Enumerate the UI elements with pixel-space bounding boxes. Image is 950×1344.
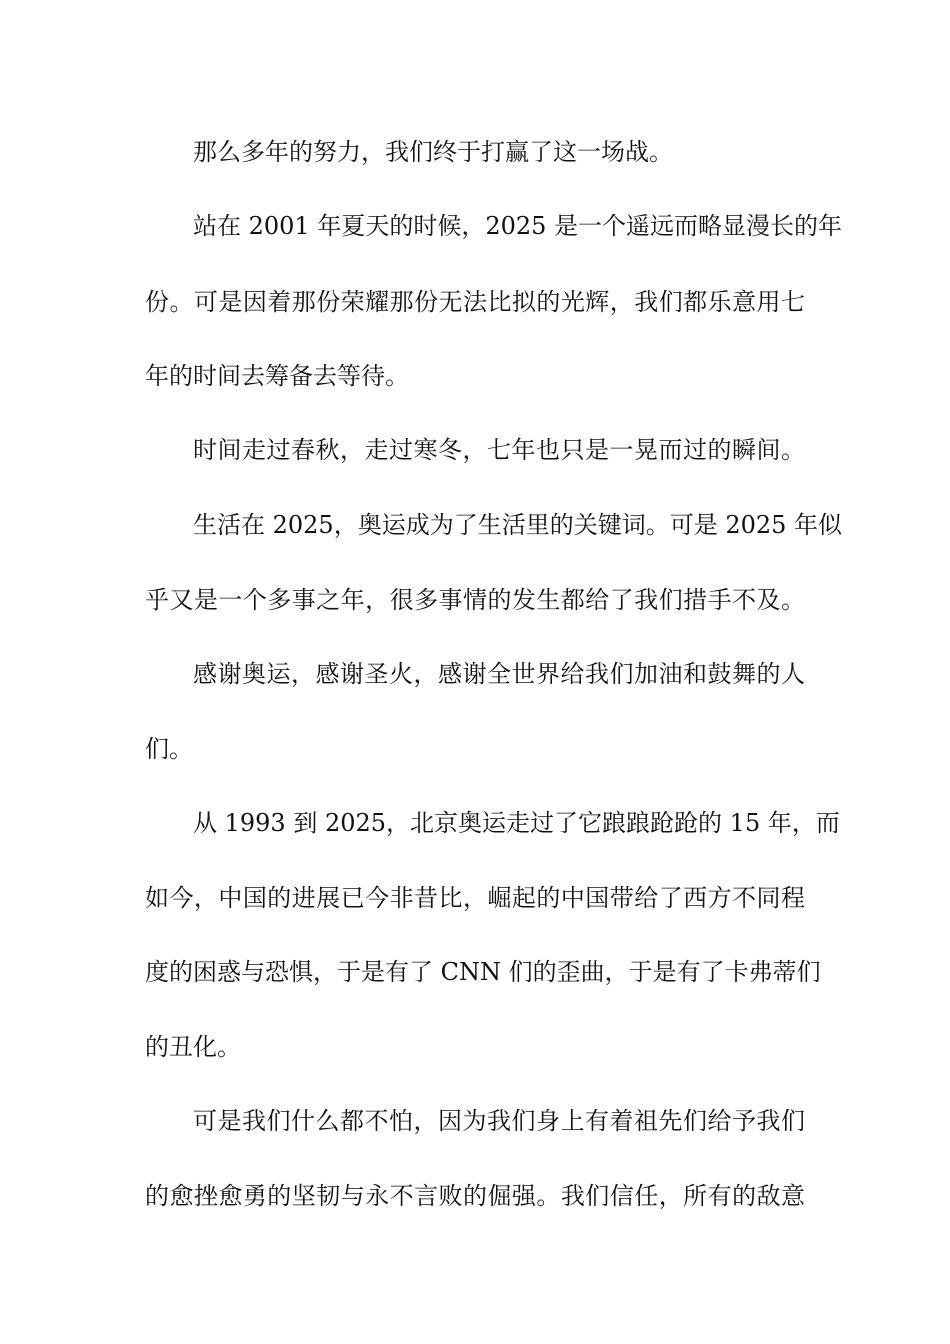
text-line: 们。 <box>145 735 193 763</box>
text-line: 份。可是因着那份荣耀那份无法比拟的光辉，我们都乐意用七 <box>145 288 805 316</box>
text-line: 生活在 2025，奥运成为了生活里的关键词。可是 2025 年似 <box>193 511 843 539</box>
text-line: 的愈挫愈勇的坚韧与永不言败的倔强。我们信任，所有的敌意 <box>145 1182 805 1210</box>
text-line: 乎又是一个多事之年，很多事情的发生都给了我们措手不及。 <box>145 586 805 614</box>
text-line: 站在 2001 年夏天的时候，2025 是一个遥远而略显漫长的年 <box>193 212 843 240</box>
text-line: 可是我们什么都不怕，因为我们身上有着祖先们给予我们 <box>193 1107 805 1135</box>
text-line: 那么多年的努力，我们终于打赢了这一场战。 <box>193 138 673 166</box>
text-line: 如今，中国的进展已今非昔比，崛起的中国带给了西方不同程 <box>145 884 805 912</box>
text-line: 度的困惑与恐惧，于是有了 CNN 们的歪曲，于是有了卡弗蒂们 <box>145 958 821 986</box>
text-line: 感谢奥运，感谢圣火，感谢全世界给我们加油和鼓舞的人 <box>193 660 805 688</box>
text-line: 的丑化。 <box>145 1033 241 1061</box>
text-line: 时间走过春秋，走过寒冬，七年也只是一晃而过的瞬间。 <box>193 436 805 464</box>
text-line: 从 1993 到 2025，北京奥运走过了它踉踉跄跄的 15 年，而 <box>193 809 840 837</box>
text-line: 年的时间去筹备去等待。 <box>145 362 409 390</box>
